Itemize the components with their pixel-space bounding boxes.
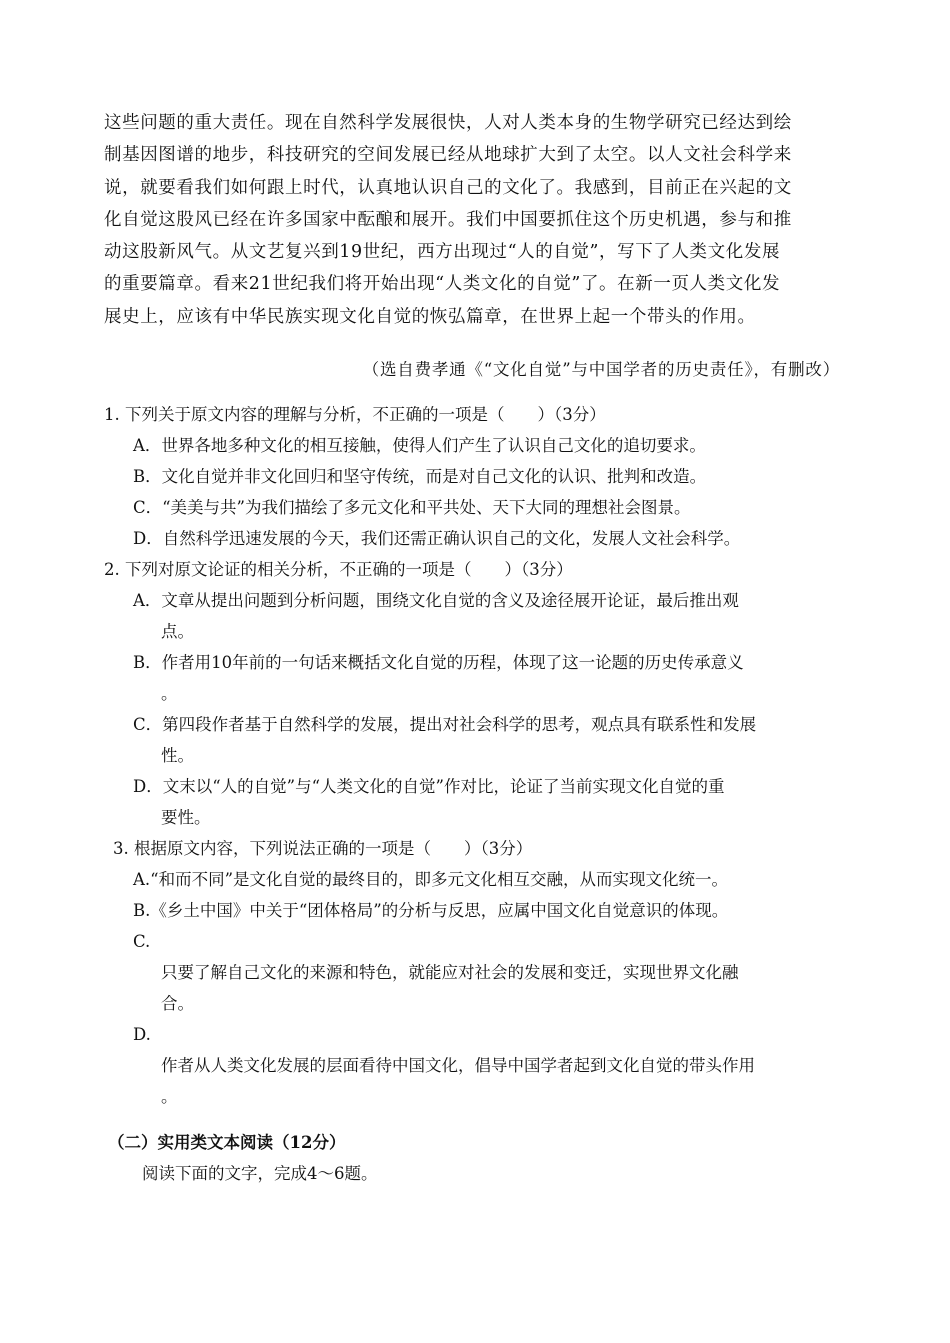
passage-line: 动这股新风气。从文艺复兴到19世纪，西方出现过“人的自觉”，写下了人类文化发展 <box>104 242 781 263</box>
source-citation: （选自费孝通《“文化自觉”与中国学者的历史责任》，有删改） <box>362 360 840 379</box>
passage-line: 制基因图谱的地步，科技研究的空间发展已经从地球扩大到了太空。以人文社会科学来 <box>104 145 792 166</box>
question-2-option-a: A．文章从提出问题到分析问题，围绕文化自觉的含义及途径展开论证，最后推出观 <box>133 591 739 610</box>
question-3-option-d: 作者从人类文化发展的层面看待中国文化，倡导中国学者起到文化自觉的带头作用 <box>161 1056 755 1075</box>
question-2-stem: 2. 下列对原文论证的相关分析，不正确的一项是（ ）（3分） <box>104 560 573 579</box>
section-instruction: 阅读下面的文字，完成4～6题。 <box>142 1164 378 1183</box>
question-3-option-b: B.《乡土中国》中关于“团体格局”的分析与反思，应属中国文化自觉意识的体现。 <box>133 901 729 920</box>
question-1-option-c: C．“美美与共”为我们描绘了多元文化和平共处、天下大同的理想社会图景。 <box>133 498 691 517</box>
passage-paragraph <box>104 107 840 333</box>
question-1-option-a: A．世界各地多种文化的相互接触，使得人们产生了认识自己文化的追切要求。 <box>133 436 706 455</box>
question-1-stem: 1. 下列关于原文内容的理解与分析，不正确的一项是（ ）（3分） <box>104 405 606 424</box>
section-title: （二）实用类文本阅读（12分） <box>108 1133 346 1152</box>
passage-line: 说，就要看我们如何跟上时代，认真地认识自己的文化了。我感到，目前正在兴起的文 <box>104 177 792 198</box>
question-2-option-d-cont: 要性。 <box>161 808 211 827</box>
passage-line: 这些问题的重大责任。现在自然科学发展很快，人对人类本身的生物学研究已经达到绘 <box>104 113 792 133</box>
question-2-option-c: C．第四段作者基于自然科学的发展，提出对社会科学的思考，观点具有联系性和发展 <box>133 715 757 734</box>
question-3-option-a: A.“和而不同”是文化自觉的最终目的，即多元文化相互交融，从而实现文化统一。 <box>133 870 729 889</box>
question-3-stem: 3. 根据原文内容，下列说法正确的一项是（ ）（3分） <box>113 839 533 858</box>
passage-line: 化自觉这股风已经在许多国家中酝酿和展开。我们中国要抓住这个历史机遇，参与和推 <box>104 209 792 230</box>
question-3-option-c: 只要了解自己文化的来源和特色，就能应对社会的发展和变迁，实现世界文化融 <box>161 963 739 982</box>
question-2-option-b-cont: 。 <box>161 684 178 703</box>
question-2-option-d: D．文末以“人的自觉”与“人类文化的自觉”作对比，论证了当前实现文化自觉的重 <box>133 777 725 796</box>
question-3-option-d-label: D. <box>133 1025 151 1044</box>
passage-line: 的重要篇章。看来21世纪我们将开始出现“人类文化的自觉”了。在新一页人类文化发 <box>104 274 781 295</box>
question-2-option-a-cont: 点。 <box>161 622 194 641</box>
question-1-option-b: B．文化自觉并非文化回归和坚守传统，而是对自己文化的认识、批判和改造。 <box>133 467 707 486</box>
question-1-option-d: D．自然科学迅速发展的今天，我们还需正确认识自己的文化，发展人文社会科学。 <box>133 529 741 548</box>
question-3-option-d-cont: 。 <box>161 1087 178 1106</box>
passage-line: 展史上，应该有中华民族实现文化自觉的恢弘篇章，在世界上起一个带头的作用。 <box>104 306 756 327</box>
question-3-option-c-label: C. <box>133 932 151 951</box>
question-3-option-c-cont: 合。 <box>161 994 194 1013</box>
question-2-option-c-cont: 性。 <box>161 746 194 765</box>
question-2-option-b: B．作者用10年前的一句话来概括文化自觉的历程，体现了这一论题的历史传承意义 <box>133 653 744 672</box>
